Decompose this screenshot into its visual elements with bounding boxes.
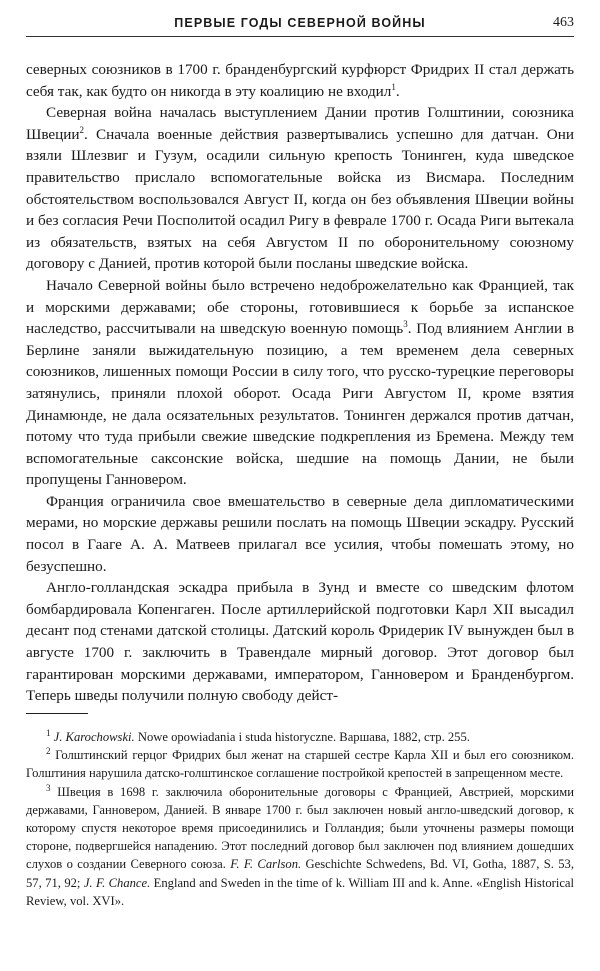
- page-header: [26, 14, 574, 37]
- paragraph-text: Северная война началась выступлением Дании против Голштинии, союзника Швеции: [26, 104, 574, 143]
- footnote-mark: 1: [46, 727, 51, 738]
- footnote-mark: 2: [46, 746, 51, 757]
- footnote-divider: [26, 713, 88, 714]
- footnote: [26, 746, 574, 782]
- paragraph-text: Франция ограничила свое вмешательство в северные дела дипломатическими мерами, но морские державы решили послать на помощь Швеции эскадру. Русский посол в Гааге А. А. Матвеев прилагал все усилия, чтобы помешать этому, но безуспешно.: [26, 492, 574, 575]
- paragraph-text-cont: . Под влиянием Англии в Берлине заняли выжидательную позицию, а тем временем дела северных союзников, лишенных помощи России в силу того, что русско-турецкие переговоры затянулись, приняли плохой оборот. Осада Риги Августом II, кроме взятия Динамюнде, не дала осязательных результатов. Тонинген держался против датчан, потому что туда прибыли свежие шведские подкрепления из Бремена. Между тем вспомогательные саксонские войска, шедшие на помощь Дании, не были пропущены Ганновером.: [26, 320, 574, 489]
- paragraph-text: Англо-голландская эскадра прибыла в Зунд и вместе со шведским флотом бомбардировала Копенгаген. После артиллерийской подготовки Карл XII высадил десант под стенами датской столицы. Датский король Фридерик IV вынужден был в августе 1700 г. заключить в Травендале мирный договор. Этот договор был гарантирован морскими державами, императором, Ганновером и Бранденбургом. Теперь шведы получили полную свободу дейст-: [26, 579, 574, 705]
- footnote-ref: 1: [391, 81, 396, 92]
- main-text: [26, 59, 574, 707]
- footnote-text: Швеция в 1698 г. заключила оборонительные договоры с Францией, Австрией, морскими державами, Ганновером, Данией. В январе 1700 г. был заключен новый англо-шведский договор, к которому спустя некоторое время присоединились и Голландия; были уточнены размеры помощи стороне, подвергшейся нападению. Этот последний договор был заключен под влиянием дошедших слухов о создании Северного союза.: [26, 784, 574, 872]
- footnote-text: Geschichte Schwedens, Bd. VI, Gotha, 1887, S. 53, 57, 71, 92;: [26, 857, 574, 890]
- footnote-text: Голштинский герцог Фридрих был женат на старшей сестре Карла XII и был его союзником. Голштиния нарушила датско-голштинское соглашение постройкой крепостей в запрещенном месте.: [26, 748, 574, 781]
- footnote-text: Nowe opowiadania i studa historyczne. Варшава, 1882, стр. 255.: [134, 730, 470, 744]
- footnotes: [26, 728, 574, 910]
- footnote-author: J. F. Chance.: [83, 875, 151, 890]
- footnote-author: F. F. Carlson.: [230, 857, 302, 872]
- paragraph-text-cont: . Сначала военные действия развертывались успешно для датчан. Они взяли Шлезвиг и Гузум, осадили сильную крепость Тонинген, куда шведское правительство прислало вспомогательные войска из Висмара. Последним обстоятельством воспользовался Август II, когда он без объявления Швеции войны и без согласия Речи Посполитой осадил Ригу в феврале 1700 г. Осада Риги вытекала из обязательств, взятых на себя Августом II по оборонительному союзному договору с Данией, против которой были посланы шведские войска.: [26, 125, 574, 273]
- footnote-text: England and Sweden in the time of k. William III and k. Anne. «English Historical Review, vol. XVI».: [26, 875, 575, 908]
- paragraph: [26, 102, 574, 275]
- page-number: 463: [553, 15, 574, 30]
- footnote-author: J. Karochowski.: [53, 730, 135, 744]
- footnote: [26, 783, 574, 910]
- paragraph: [26, 491, 574, 577]
- footnote-ref: 3: [403, 319, 408, 330]
- footnote-ref: 2: [79, 124, 85, 135]
- paragraph-text-cont: .: [395, 82, 400, 100]
- paragraph: [26, 275, 574, 491]
- footnote-mark: 3: [46, 782, 51, 793]
- paragraph: [26, 59, 574, 102]
- paragraph: [26, 577, 574, 707]
- paragraph-text: Начало Северной войны было встречено недоброжелательно как Францией, так и морскими державами; обе стороны, готовившиеся к борьбе за испанское наследство, рассчитывали на шведскую военную помощь: [26, 276, 574, 338]
- paragraph-text: северных союзников в 1700 г. бранденбургский курфюрст Фридрих II стал держать себя так, как будто он никогда в эту коалицию не входил: [26, 61, 574, 100]
- running-head: ПЕРВЫЕ ГОДЫ СЕВЕРНОЙ ВОЙНЫ: [174, 16, 426, 30]
- footnote: [26, 728, 574, 746]
